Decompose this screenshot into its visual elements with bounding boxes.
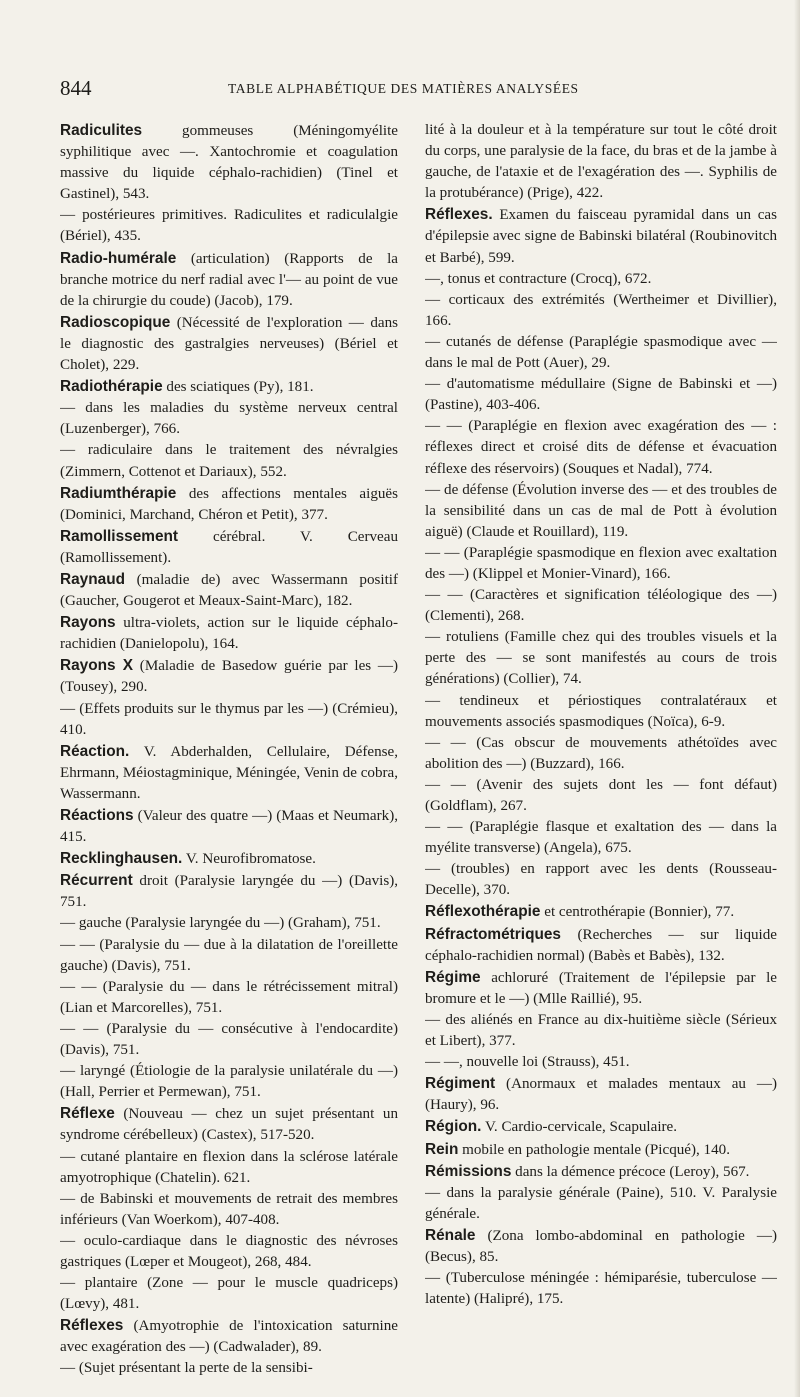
index-entry bbox=[60, 935, 398, 977]
index-entry-text: — — (Paralysie du — consécutive à l'endocardite) (Davis), 751. bbox=[60, 1020, 398, 1059]
index-entry bbox=[425, 480, 777, 543]
index-entry-text: — dans la paralysie générale (Paine), 510. V. Paralysie générale. bbox=[425, 1184, 777, 1222]
index-entry bbox=[425, 627, 777, 690]
index-entry-text: cérébral. V. Cerveau (Ramollissement). bbox=[60, 528, 398, 566]
index-entry-text: dans la démence précoce (Leroy), 567. bbox=[511, 1163, 750, 1180]
index-entry-text: — plantaire (Zone — pour le muscle quadriceps) (Lœvy), 481. bbox=[60, 1275, 398, 1313]
index-entry bbox=[425, 1183, 777, 1225]
index-entry bbox=[60, 699, 398, 741]
index-entry bbox=[425, 585, 777, 627]
index-entry-text: — des aliénés en France au dix-huitième siècle (Sérieux et Libert), 377. bbox=[425, 1011, 777, 1050]
index-entry bbox=[60, 848, 398, 870]
index-entry bbox=[60, 1315, 398, 1358]
index-entry bbox=[60, 248, 398, 312]
index-entry-text: — (Effets produits sur le thymus par les —) (Crémieu), 410. bbox=[60, 700, 398, 738]
index-entry bbox=[425, 817, 777, 859]
index-entry bbox=[60, 1358, 398, 1379]
index-entry-text: — oculo-cardiaque dans le diagnostic des névroses gastriques (Lœper et Mougeot), 268, 484. bbox=[60, 1232, 398, 1270]
index-entry-text: (maladie de) avec Wassermann positif (Gaucher, Gougerot et Meaux-Saint-Marc), 182. bbox=[60, 571, 398, 610]
index-entry bbox=[60, 398, 398, 440]
index-entry-text: — — (Cas obscur de mouvements athétoïdes avec abolition des —) (Buzzard), 166. bbox=[425, 734, 777, 772]
index-entry bbox=[425, 1052, 777, 1073]
index-entry-text: — de défense (Évolution inverse des — et des troubles de la sensibilité dans un cas de mal de Pott à évolution aiguë) (Claude et Rouillard), 119. bbox=[425, 481, 777, 540]
page-edge-shadow bbox=[794, 0, 800, 1397]
index-entry bbox=[60, 1273, 398, 1315]
index-entry-text: —, tonus et contracture (Crocq), 672. bbox=[425, 270, 652, 287]
index-entry-heading: Rayons bbox=[60, 614, 116, 632]
index-entry-text: ultra-violets, action sur le liquide céphalo-rachidien (Danielopolu), 164. bbox=[60, 615, 398, 653]
index-entry-text: Examen du faisceau pyramidal dans un cas d'épilepsie avec signe de Babinski bilatéral (Roubinovitch et Barbé), 599. bbox=[425, 207, 777, 266]
index-entry bbox=[425, 290, 777, 332]
index-entry-text: (articulation) (Rapports de la branche motrice du nerf radial avec l'— au point de vue de la chirurgie du coude) (Jacob), 179. bbox=[60, 250, 398, 309]
index-entry-heading: Rayons X bbox=[60, 657, 134, 675]
index-entry-heading: Réflexothérapie bbox=[425, 903, 541, 921]
index-entry-text: des affections mentales aiguës (Dominici, Marchand, Chéron et Petit), 377. bbox=[60, 485, 398, 523]
index-entry bbox=[60, 569, 398, 612]
index-entry-text: (Amyotrophie de l'intoxication saturnine avec exagération des —) (Cadwalader), 89. bbox=[60, 1318, 398, 1356]
index-entry bbox=[425, 1073, 777, 1116]
index-entry bbox=[60, 120, 398, 205]
index-entry-heading: Recklinghausen. bbox=[60, 850, 183, 868]
index-entry-text: — — (Paralysie du — dans le rétrécissement mitral) (Lian et Marcorelles), 751. bbox=[60, 978, 398, 1016]
index-entry-text: — d'automatisme médullaire (Signe de Babinski et —) (Pastine), 403-406. bbox=[425, 376, 777, 414]
index-entry-heading: Région. bbox=[425, 1118, 482, 1136]
index-entry-text: — rotuliens (Famille chez qui des troubles visuels et la perte des — se sont manifestés au cours de trois générations) (Collier), 74. bbox=[425, 629, 777, 688]
index-entry bbox=[60, 655, 398, 698]
index-entry-heading: Réflexe bbox=[60, 1105, 115, 1123]
index-entry bbox=[425, 859, 777, 901]
index-entry-heading: Radiothérapie bbox=[60, 378, 163, 396]
index-entry-heading: Réaction. bbox=[60, 742, 130, 760]
index-entry-text: — corticaux des extrémités (Wertheimer et Divillier), 166. bbox=[425, 291, 777, 329]
index-entry-text: — — (Paralysie du — due à la dilatation de l'oreillette gauche) (Davis), 751. bbox=[60, 936, 398, 974]
index-entry-text: — — (Caractères et signification téléologique des —) (Clementi), 268. bbox=[425, 587, 777, 625]
index-entry-text: (Anormaux et malades mentaux au —) (Haury), 96. bbox=[425, 1076, 777, 1114]
index-entry bbox=[425, 775, 777, 817]
index-entry bbox=[425, 1161, 777, 1183]
index-entry-text: — laryngé (Étiologie de la paralysie unilatérale du —) (Hall, Perrier et Permewan), 751. bbox=[60, 1063, 398, 1101]
index-entry-text: (Maladie de Basedow guérie par les —) (Tousey), 290. bbox=[60, 658, 398, 696]
index-entry-heading: Réactions bbox=[60, 807, 134, 824]
index-entry-heading: Rémissions bbox=[425, 1162, 512, 1180]
index-entry-text: des sciatiques (Py), 181. bbox=[162, 379, 314, 396]
index-entry-heading: Réflexes bbox=[60, 1317, 124, 1335]
index-entry-heading: Radioscopique bbox=[60, 313, 171, 331]
index-entry-heading: Rénale bbox=[425, 1226, 476, 1244]
index-entry-text: V. Abderhalden, Cellulaire, Défense, Ehrmann, Méiostagminique, Méningée, Venin de cobra, Wassermann. bbox=[60, 743, 398, 802]
index-entry-text: — tendineux et périostiques contralatéraux et mouvements associés spasmodiques (Noïca), 6-9. bbox=[425, 692, 777, 730]
index-entry bbox=[60, 1061, 398, 1103]
index-entry bbox=[60, 312, 398, 376]
index-entry bbox=[425, 1116, 777, 1138]
index-entry bbox=[425, 374, 777, 416]
index-entry bbox=[60, 1189, 398, 1231]
index-entry-heading: Rein bbox=[425, 1140, 459, 1158]
index-entry bbox=[425, 1139, 777, 1161]
left-column bbox=[60, 120, 398, 1390]
index-entry-text: — — (Avenir des sujets dont les — font défaut) (Goldflam), 267. bbox=[425, 776, 777, 814]
index-entry bbox=[425, 332, 777, 374]
index-entry-text: (Nécessité de l'exploration — dans le diagnostic des gastralgies nerveuses) (Bériel et Cholet), 229. bbox=[60, 314, 398, 374]
index-entry-text: gommeuses (Méningomyélite syphilitique avec —. Xantochromie et coagulation massive du liquide céphalo-rachidien) (Tinel et Gastinel), 543. bbox=[60, 123, 398, 203]
index-entry-heading: Régime bbox=[425, 968, 481, 986]
index-entry bbox=[425, 204, 777, 268]
right-column bbox=[425, 120, 777, 1390]
index-entry-text: V. Neurofibromatose. bbox=[182, 851, 316, 868]
index-entry-text: — (troubles) en rapport avec les dents (Rousseau-Decelle), 370. bbox=[425, 861, 777, 899]
index-entry bbox=[60, 977, 398, 1019]
index-entry-text: lité à la douleur et à la température sur tout le côté droit du corps, une paralysie de la face, du bras et de la jambe à gauche, de l'ataxie et de l'exagération des —. Syphilis de la protubérance) (Prige), 422. bbox=[425, 122, 777, 202]
index-entry-text: et centrothérapie (Bonnier), 77. bbox=[540, 904, 735, 921]
index-entry bbox=[425, 691, 777, 733]
index-entry bbox=[60, 440, 398, 482]
index-entry bbox=[425, 1268, 777, 1310]
index-entry-text: V. Cardio-cervicale, Scapulaire. bbox=[481, 1119, 678, 1136]
index-entry-text: — — (Paraplégie spasmodique en flexion avec exaltation des —) (Klippel et Monier-Vinard), 166. bbox=[425, 544, 777, 582]
index-entry-text: achloruré (Traitement de l'épilepsie par le bromure et le —) (Mlle Raillié), 95. bbox=[425, 969, 777, 1007]
index-entry bbox=[425, 120, 777, 204]
index-entry-heading: Radio-humérale bbox=[60, 249, 177, 267]
index-entry-heading: Réfractométriques bbox=[425, 925, 561, 943]
index-entry-text: — dans les maladies du système nerveux central (Luzenberger), 766. bbox=[60, 400, 398, 438]
index-entry-text: — radiculaire dans le traitement des névralgies (Zimmern, Cottenot et Dariaux), 552. bbox=[60, 442, 398, 480]
index-entry-text: — (Tuberculose méningée : hémiparésie, tuberculose — latente) (Halipré), 175. bbox=[425, 1270, 777, 1308]
index-entry-text: — gauche (Paralysie laryngée du —) (Graham), 751. bbox=[60, 915, 381, 932]
index-entry bbox=[60, 376, 398, 398]
page-number: 844 bbox=[60, 76, 92, 100]
index-entry-text: droit (Paralysie laryngée du —) (Davis), 751. bbox=[60, 873, 398, 911]
index-entry-heading: Radiculites bbox=[60, 122, 143, 139]
index-entry-heading: Réflexes. bbox=[425, 206, 493, 224]
index-entry-text: (Nouveau — chez un sujet présentant un syndrome cérébelleux) (Castex), 517-520. bbox=[60, 1106, 398, 1144]
index-entry bbox=[60, 1231, 398, 1273]
index-entry-text: — cutané plantaire en flexion dans la sclérose latérale amyotrophique (Chatelin). 621. bbox=[60, 1148, 398, 1186]
index-entry-text: mobile en pathologie mentale (Picqué), 140. bbox=[458, 1141, 730, 1158]
index-entry bbox=[425, 269, 777, 290]
index-entry bbox=[425, 1225, 777, 1268]
page-header bbox=[60, 76, 772, 104]
index-entry-heading: Radiumthérapie bbox=[60, 484, 177, 502]
index-entry bbox=[60, 1019, 398, 1061]
index-entry bbox=[425, 1010, 777, 1052]
index-entry bbox=[425, 901, 777, 923]
index-entry-text: — — (Paraplégie en flexion avec exagération des — : réflexes direct et croisé dits de défense et évacuation réflexe des réservoirs) (Souques et Nadal), 774. bbox=[425, 418, 777, 477]
index-entry-text: (Valeur des quatre —) (Maas et Neumark), 415. bbox=[60, 808, 398, 846]
index-entry-text: — de Babinski et mouvements de retrait des membres inférieurs (Van Woerkom), 407-408. bbox=[60, 1190, 398, 1228]
index-entry bbox=[425, 416, 777, 479]
index-entry bbox=[425, 924, 777, 967]
index-entry bbox=[425, 967, 777, 1010]
index-entry bbox=[60, 612, 398, 655]
index-entry-text: — —, nouvelle loi (Strauss), 451. bbox=[425, 1054, 630, 1071]
index-entry-text: — postérieures primitives. Radiculites et radiculalgie (Bériel), 435. bbox=[60, 207, 398, 245]
index-entry-heading: Ramollissement bbox=[60, 527, 179, 545]
index-entry bbox=[60, 483, 398, 526]
index-entry bbox=[60, 1103, 398, 1146]
index-entry bbox=[60, 870, 398, 913]
index-entry-heading: Régiment bbox=[425, 1075, 496, 1093]
index-entry-heading: Raynaud bbox=[60, 570, 125, 588]
index-entry-text: — cutanés de défense (Paraplégie spasmodique avec — dans le mal de Pott (Auer), 29. bbox=[425, 333, 777, 372]
index-entry bbox=[60, 526, 398, 569]
index-entry bbox=[60, 913, 398, 934]
index-entry bbox=[60, 741, 398, 805]
index-entry-text: — (Sujet présentant la perte de la sensibi- bbox=[60, 1360, 313, 1377]
index-entry bbox=[425, 543, 777, 585]
index-entry bbox=[425, 733, 777, 775]
index-entry bbox=[60, 1147, 398, 1189]
index-entry bbox=[60, 805, 398, 848]
index-entry-heading: Récurrent bbox=[60, 872, 133, 890]
index-entry-text: (Recherches — sur liquide céphalo-rachidien normal) (Babès et Babès), 132. bbox=[425, 926, 777, 964]
index-entry-text: — — (Paraplégie flasque et exaltation des — dans la myélite transverse) (Angela), 675. bbox=[425, 819, 777, 857]
index-entry bbox=[60, 205, 398, 247]
index-entry-text: (Zona lombo-abdominal en pathologie —) (Becus), 85. bbox=[425, 1227, 777, 1265]
running-head: TABLE ALPHABÉTIQUE DES MATIÈRES ANALYSÉES bbox=[228, 81, 579, 96]
